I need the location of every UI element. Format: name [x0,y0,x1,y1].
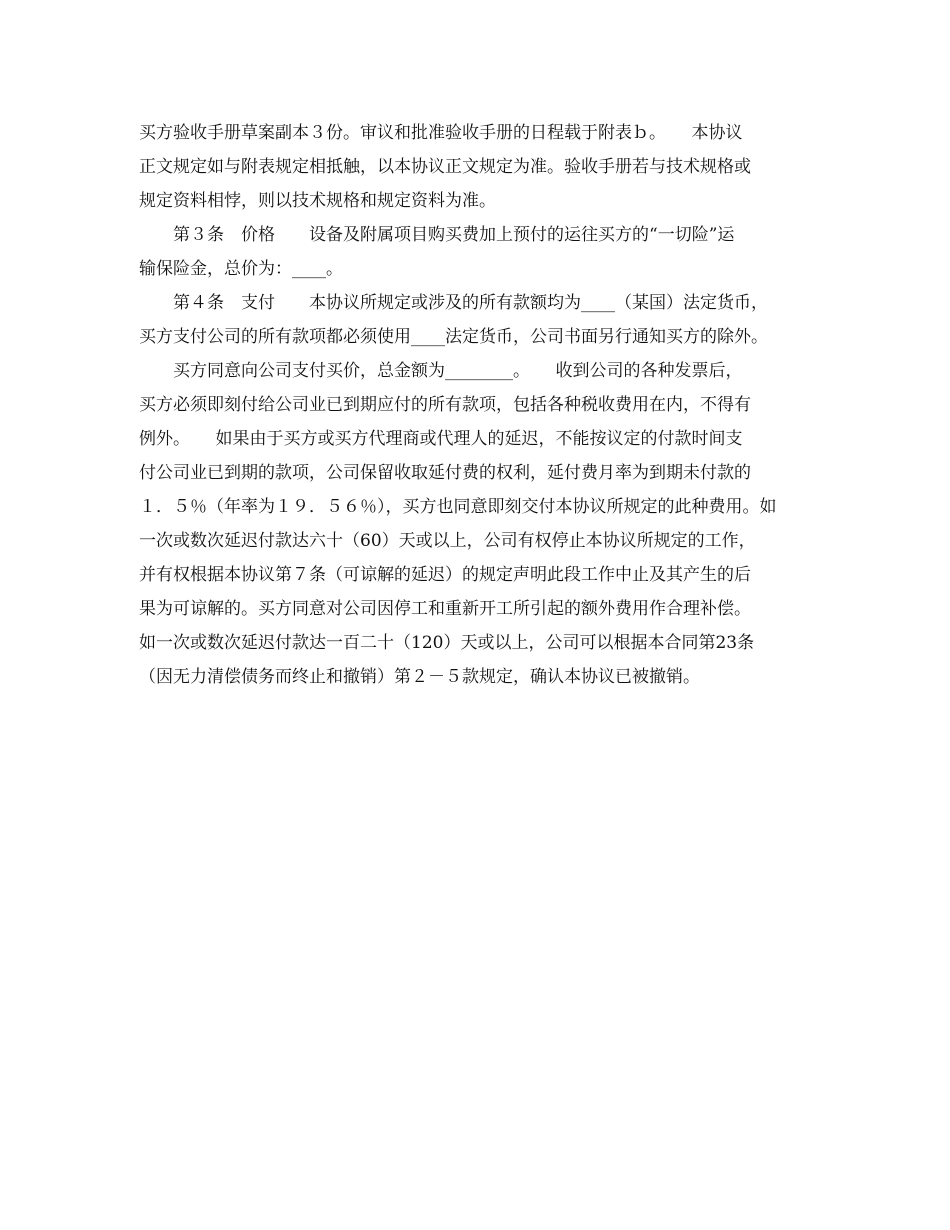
article-3-line: 第３条 价格 设备及附属项目购买费加上预付的运往买方的“一切险”运 [139,225,735,245]
text-line: 付公司业已到期的款项，公司保留收取延付费的权利，延付费月率为到期未付款的 [139,463,751,483]
text-line: 一次或数次延迟付款达六十（60）天或以上，公司有权停止本协议所规定的工作， [139,531,756,551]
text-line: １．５％（年率为１９．５６％），买方也同意即刻交付本协议所规定的此种费用。如 [139,497,777,517]
text-line: 买方验收手册草案副本３份。审议和批准验收手册的日程载于附表ｂ。 本协议 [139,123,743,143]
text-line: 买方必须即刻付给公司业已到期应付的所有款项，包括各种税收费用在内，不得有 [139,395,751,415]
text-line: 例外。 如果由于买方或买方代理商或代理人的延迟，不能按议定的付款时间支 [139,429,743,449]
text-line: 如一次或数次延迟付款达一百二十（120）天或以上，公司可以根据本合同第23条 [139,633,755,653]
text-line: 买方同意向公司支付买价，总金额为________。 收到公司的各种发票后， [139,361,743,381]
text-line: 正文规定如与附表规定相抵触，以本协议正文规定为准。验收手册若与技术规格或 [139,157,751,177]
text-line: （因无力清偿债务而终止和撤销）第２－５款规定，确认本协议已被撤销。 [139,667,700,687]
contract-text [139,116,829,694]
text-line: 果为可谅解的。买方同意对公司因停工和重新开工所引起的额外费用作合理补偿。 [139,599,751,619]
text-line: 并有权根据本协议第７条（可谅解的延迟）的规定声明此段工作中止及其产生的后 [139,565,751,585]
article-4-line: 第４条 支付 本协议所规定或涉及的所有款额均为____（某国）法定货币， [139,293,768,313]
text-line: 规定资料相悖，则以技术规格和规定资料为准。 [139,191,496,211]
text-line: 买方支付公司的所有款项都必须使用____法定货币，公司书面另行通知买方的除外。 [139,327,768,347]
text-line: 输保险金，总价为：____。 [139,259,343,279]
